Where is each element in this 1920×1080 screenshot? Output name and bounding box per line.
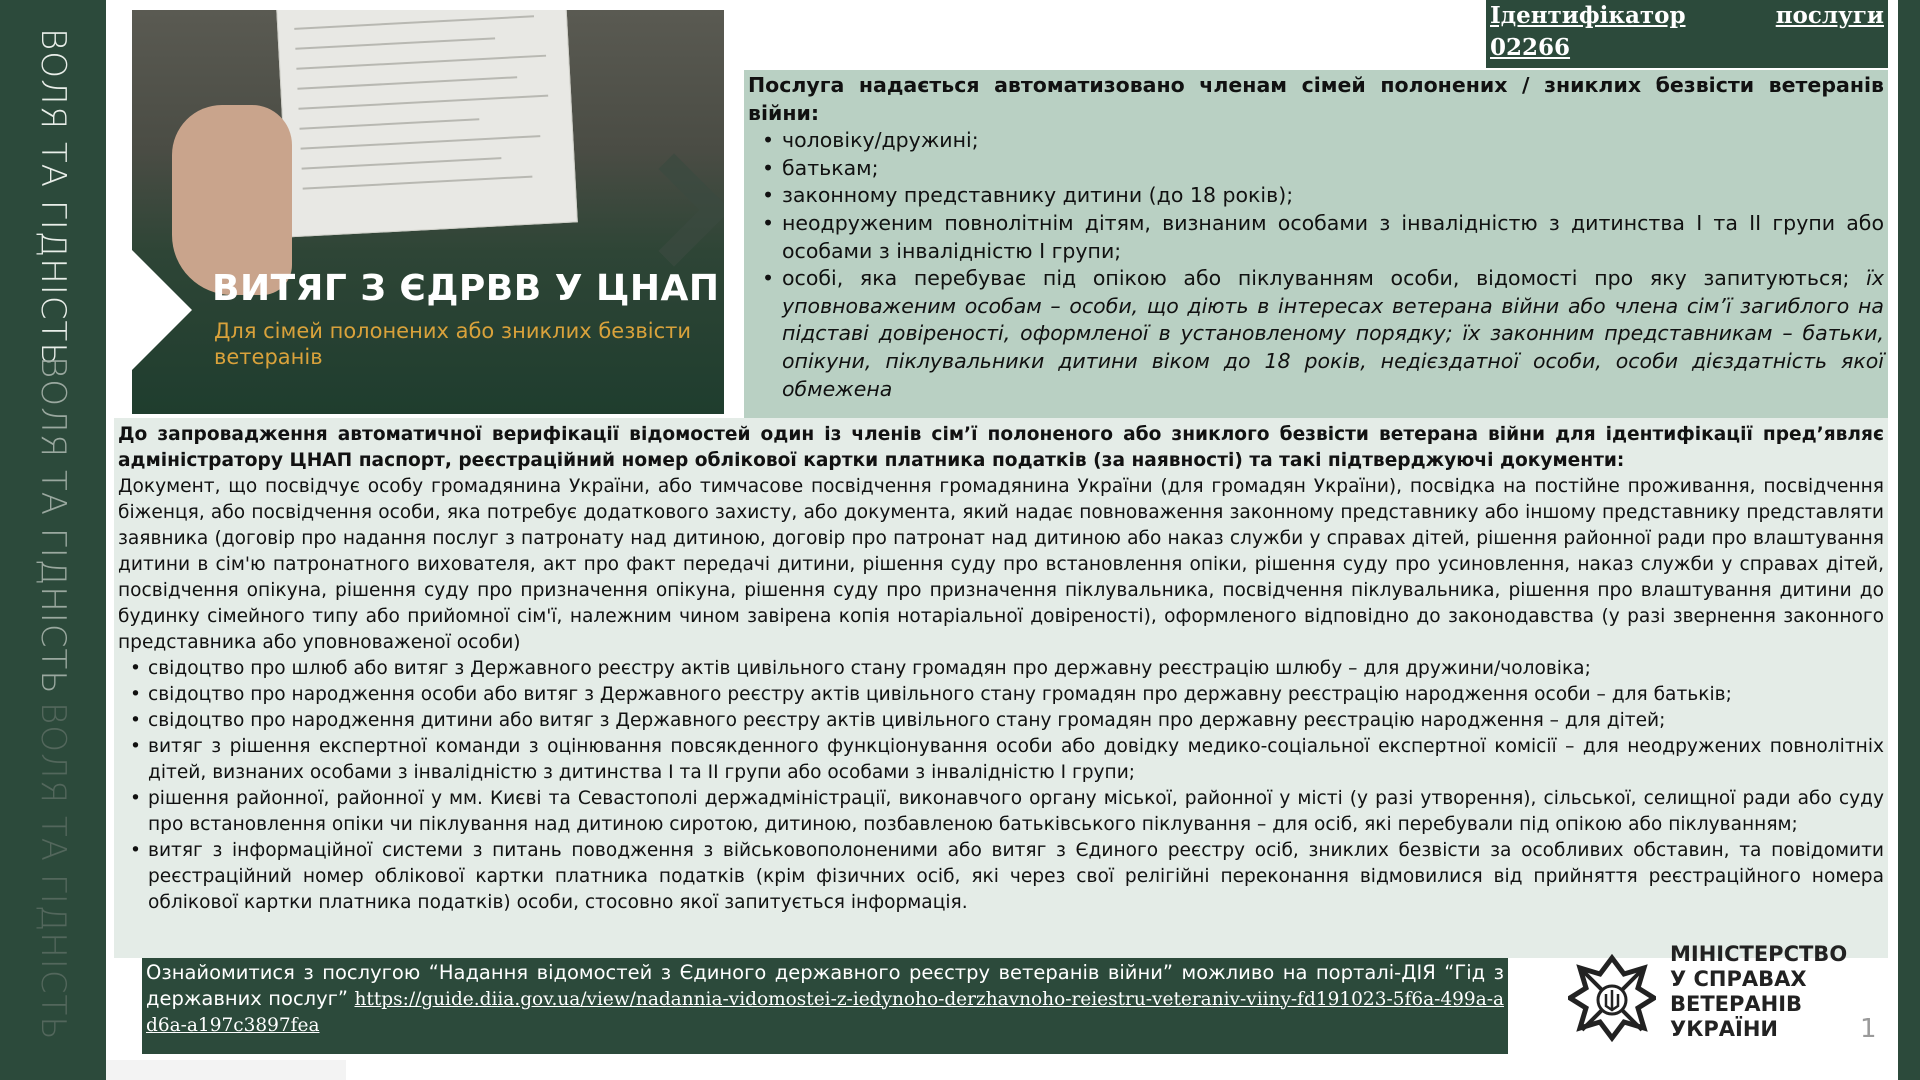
eligibility-box <box>744 70 1888 418</box>
item-plain-text: особі, яка перебуває під опікою або піклуванням особи, відомості про яку запитуються; <box>782 266 1867 291</box>
list-item <box>748 265 1884 403</box>
identifier-label-left: Ідентифікатор <box>1490 2 1686 29</box>
list-item: • свідоцтво про народження дитини або витяг з Державного реєстру актів цивільного стану громадян про державну реєстрацію народження – для дітей; <box>118 708 1884 734</box>
list-item: • батькам; <box>748 155 1884 183</box>
list-item: • витяг з рішення експертної команди з оцінювання повсякденного функціонування особи або довідку медико-соціальної експертної комісії – для неодружених повнолітніх дітей, визнаних особами з інвалідністю з дитинства I та II групи або особами з інвалідністю I групи; <box>118 734 1884 786</box>
link-description: Ознайомитися з послугою “Надання відомостей з Єдиного державного реєстру ветеранів війни” можливо на порталі-ДІЯ “Гід з державних послуг” <box>146 961 1504 1010</box>
bottom-band <box>106 1060 346 1080</box>
photo-subtitle: Для сімей полонених або зниклих безвісти ветеранів <box>214 319 692 369</box>
list-item: • законному представнику дитини (до 18 років); <box>748 182 1884 210</box>
list-item: • свідоцтво про шлюб або витяг з Державного реєстру актів цивільного стану громадян про державну реєстрацію шлюбу – для дружини/чоловіка; <box>118 656 1884 682</box>
documents-list <box>118 656 1884 916</box>
list-item: • свідоцтво про народження особи або витяг з Державного реєстру актів цивільного стану громадян про державну реєстрацію народження особи – для батьків; <box>118 682 1884 708</box>
list-item: • витяг з інформаційної системи з питань поводження з військовополоненими або витяг з Єдиного реєстру осіб, зниклих безвісти за особливих обставин, та повідомити реєстраційний номер облікової картки платника податків (крім фізичних осіб, які через свої релігійні переконання відмовилися від прийняття реєстраційного номера облікової картки платника податків) особи, стосовно якої запитується інформація. <box>118 838 1884 916</box>
documents-paragraph: Документ, що посвідчує особу громадянина України, або тимчасове посвідчення громадянина України (для громадян України), посвідка на постійне проживання, посвідчення біженця, або посвідчення особи, яка потребує додаткового захисту, або документа, який надає повноваження законному представнику або іншому представнику представляти заявника (договір про надання послуг з патронату над дитиною, договір про патронат над дитиною або наказ служби у справах дітей, рішення районної ради про влаштування дитини в сім'ю патронатного вихователя, акт про факт передачі дитини, рішення суду про встановлення опіки, рішення суду про усиновлення, наказ служби у справах дітей, посвідчення опікуна, рішення суду про призначення опікуна, рішення суду про призначення піклувальника, посвідчення піклувальника, рішення про влаштування дитини до будинку сімейного типу або прийомної сім'ї, належним чином завірена копія нотаріальної довіреності), оформленого відповідно до законодавства (у разі звернення законного представника або уповноваженої особи) <box>118 476 1884 653</box>
diia-link-box <box>142 958 1508 1054</box>
ministry-line-4: УКРАЇНИ <box>1670 1017 1778 1041</box>
documents-box <box>114 418 1888 958</box>
ministry-line-1: МІНІСТЕРСТВО <box>1670 942 1848 966</box>
page-number: 1 <box>1860 1014 1877 1044</box>
list-item: • неодруженим повнолітнім дітям, визнаним особами з інвалідністю з дитинства I та II групи або особами з інвалідністю I групи; <box>748 210 1884 265</box>
item-italic-text: їх уповноваженим особам – особи, що діють в інтересах ветерана війни або члена сім’ї загиблого на підставі довіреності, оформленої в установленому порядку; їх законним представникам – батьки, опікуни, піклувальники дитини віком до 18 років, недієздатної особи, особи дієздатність якої обмежена <box>782 266 1884 401</box>
service-identifier <box>1486 0 1888 68</box>
ministry-line-2: У СПРАВАХ <box>1670 967 1807 991</box>
list-item: • чоловіку/дружині; <box>748 127 1884 155</box>
ministry-logo <box>1568 942 1878 1052</box>
promo-image <box>132 10 724 414</box>
ministry-name <box>1670 942 1847 1042</box>
document-paper <box>276 10 578 237</box>
ministry-emblem-icon <box>1568 954 1656 1042</box>
slogan-text-3: ВОЛЯ ТА ГІДНІСТЬ <box>33 702 73 1041</box>
list-item: • рішення районної, районної у мм. Києві та Севастополі держадміністрації, виконавчого органу міської, районної у місті (у разі утворення), сільської, селищної ради або суду про встановлення опіки чи піклування над дитиною сиротою, дитиною, позбавленою батьківського піклування – для осіб, які перебували під опікою або піклуванням; <box>118 786 1884 838</box>
left-sidebar <box>0 0 106 1080</box>
ministry-line-3: ВЕТЕРАНІВ <box>1670 992 1803 1016</box>
eligibility-list <box>748 127 1884 403</box>
photo-title: ВИТЯГ З ЄДРВВ У ЦНАП <box>212 268 720 309</box>
slogan-text-2: ВОЛЯ ТА ГІДНІСТЬ <box>33 356 73 695</box>
right-edge-strip <box>1898 0 1920 1080</box>
identifier-code: 02266 <box>1490 34 1571 61</box>
diia-guide-link[interactable]: https://guide.diia.gov.ua/view/nadannia-vidomostei-z-iedynoho-derzhavnoho-reiestru-veteraniv-viiny-fd191023-5f6a-499a-ad6a-a197c3897fea <box>146 988 1504 1036</box>
eligibility-heading: Послуга надається автоматизовано членам сімей полонених / зниклих безвісти ветеранів війни: <box>748 73 1884 125</box>
slogan-text-1: ВОЛЯ ТА ГІДНІСТЬ <box>33 28 73 367</box>
documents-heading: До запровадження автоматичної верифікації відомостей один із членів сім’ї полоненого або зниклого безвісти ветерана війни для ідентифікації пред’являє адміністратору ЦНАП паспорт, реєстраційний номер облікової картки платника податків (за наявності) та такі підтверджуючі документи: <box>118 424 1884 471</box>
chevron-arrow-icon <box>132 250 192 370</box>
identifier-label-right: послуги <box>1775 2 1884 29</box>
